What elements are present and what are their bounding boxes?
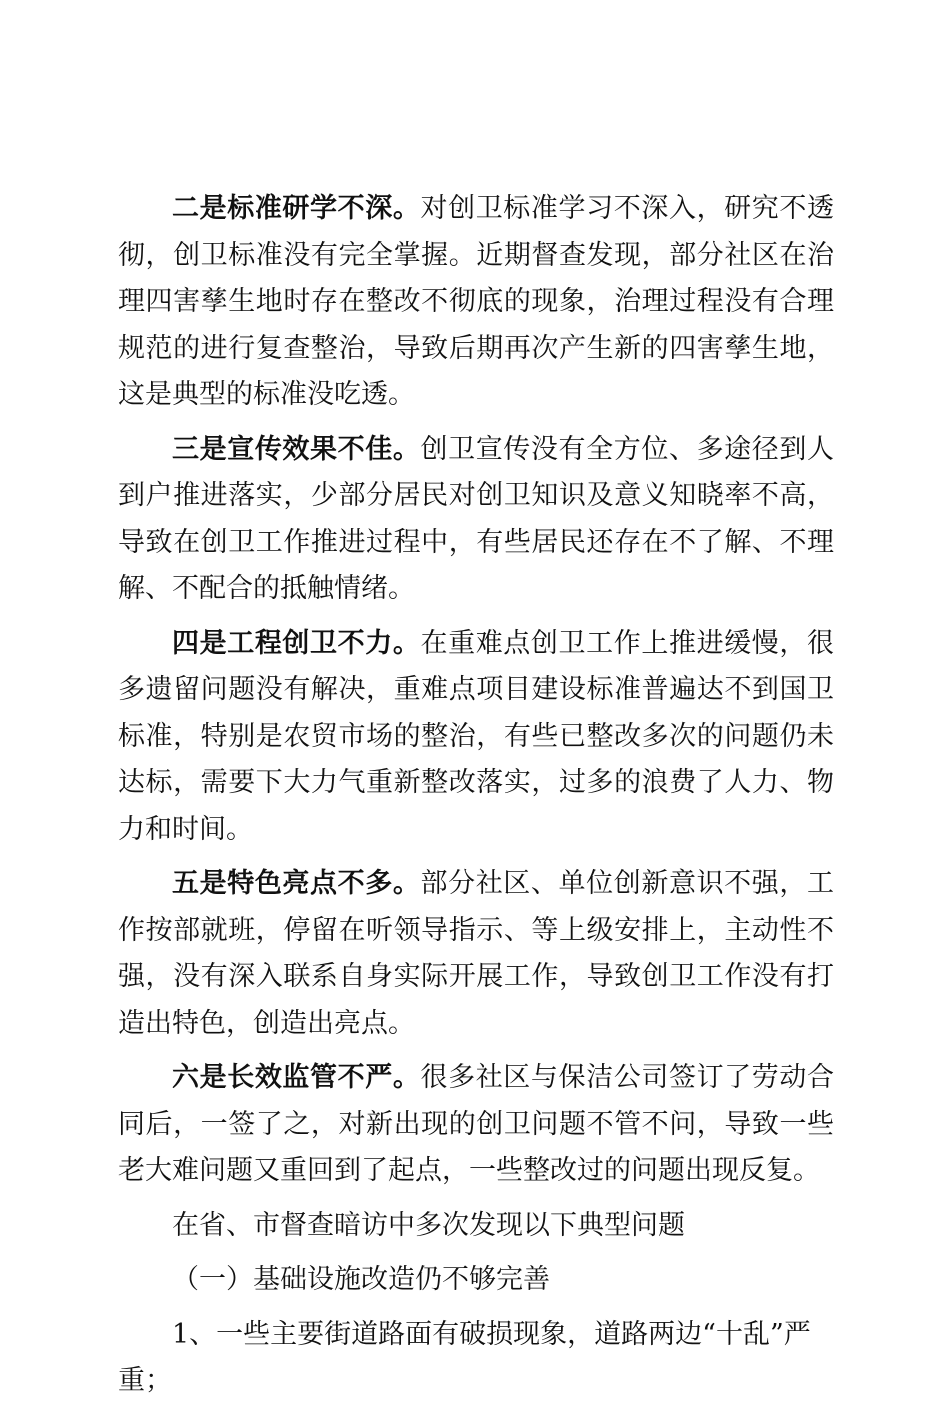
list-item-1: 1、一些主要街道路面有破损现象，道路两边“十乱”严重；	[118, 1318, 811, 1396]
paragraph-lead: 六是长效监管不严。	[172, 1062, 421, 1093]
paragraph-text: 在重难点创卫工作上推进缓慢，很多遗留问题没有解决，重难点项目建设标准普遍达不到国卫标准，特别是农贸市场的整治，有些已整改多次的问题仍未达标，需要下大力气重新整改落实，过多的浪费了人力、物力和时间。	[118, 627, 835, 845]
section-heading: （一）基础设施改造仍不够完善	[172, 1264, 550, 1295]
paragraph-text: 创卫宣传没有全方位、多途径到人到户推进落实，少部分居民对创卫知识及意义知晓率不高，导致在创卫工作推进过程中，有些居民还存在不了解、不理解、不配合的抵触情绪。	[118, 433, 835, 604]
paragraph-highlights	[118, 861, 834, 1047]
paragraph-engineering	[118, 621, 834, 854]
document-body	[118, 186, 834, 1413]
paragraph-lead: 五是特色亮点不多。	[172, 868, 421, 899]
intro-line: 在省、市督查暗访中多次发现以下典型问题	[172, 1209, 685, 1241]
paragraph-text: 很多社区与保洁公司签订了劳动合同后，一签了之，对新出现的创卫问题不管不问，导致一些老大难问题又重回到了起点，一些整改过的问题出现反复。	[118, 1062, 835, 1186]
paragraph-publicity	[118, 427, 834, 613]
paragraph-standards	[118, 186, 834, 419]
paragraph-lead: 三是宣传效果不佳。	[172, 433, 421, 465]
paragraph-supervision	[118, 1055, 834, 1195]
paragraph-text: 对创卫标准学习不深入，研究不透彻，创卫标准没有完全掌握。近期督查发现，部分社区在治理四害孳生地时存在整改不彻底的现象，治理过程没有合理规范的进行复查整治，导致后期再次产生新的四害孳生地，这是典型的标准没吃透。	[118, 193, 835, 410]
paragraph-lead: 二是标准研学不深。	[172, 193, 421, 224]
paragraph-lead: 四是工程创卫不力。	[172, 627, 421, 659]
paragraph-text: 部分社区、单位创新意识不强，工作按部就班，停留在听领导指示、等上级安排上，主动性不强，没有深入联系自身实际开展工作，导致创卫工作没有打造出特色，创造出亮点。	[118, 868, 835, 1039]
